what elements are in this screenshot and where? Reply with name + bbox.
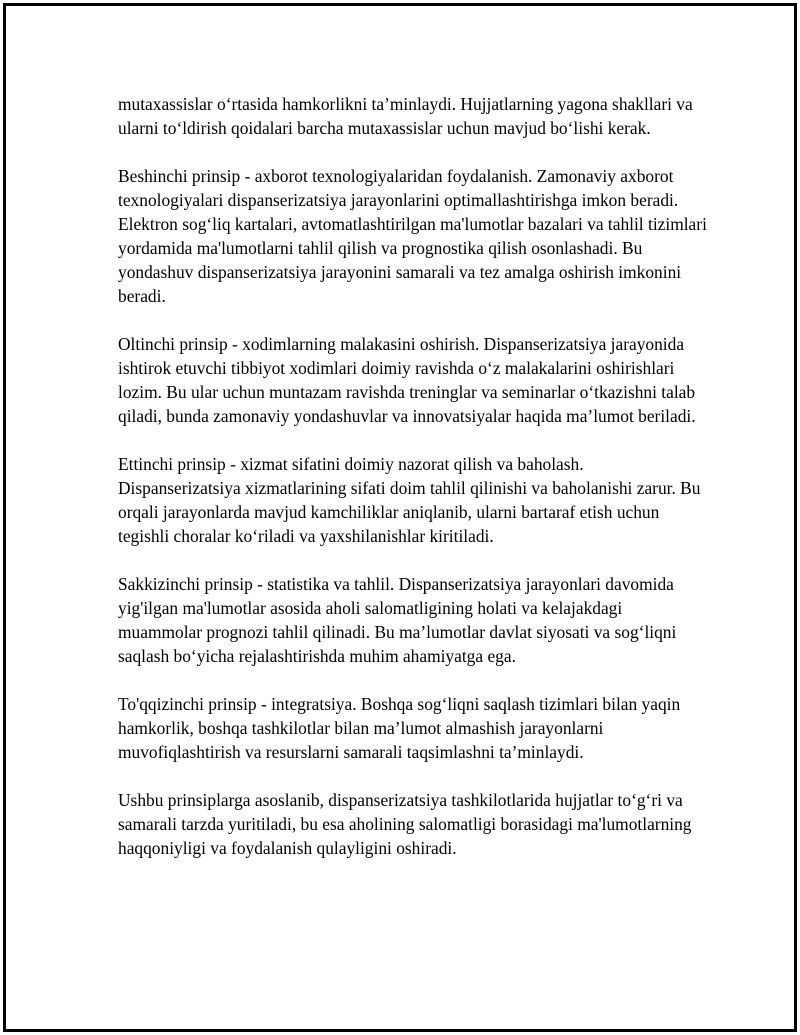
paragraph-fifth-principle: Beshinchi prinsip - axborot texnologiyalaridan foydalanish. Zamonaviy axborot texnologiyalari dispanserizatsiya jarayonlarini optimallashtirishga imkon beradi. Elektron sog‘liq kartalari, avtomatlashtirilgan ma'lumotlar bazalari va tahlil tizimlari yordamida ma'lumotlarni tahlil qilish va prognostika qilish osonlashadi. Bu yondashuv dispanserizatsiya jarayonini samarali va tez amalga oshirish imkonini beradi. xyxy=(118,166,707,306)
paragraph-conclusion: Ushbu prinsiplarga asoslanib, dispanserizatsiya tashkilotlarida hujjatlar to‘g‘ri va samarali tarzda yuritiladi, bu esa aholining salomatligi borasidagi ma'lumotlarning haqqoniyligi va foydalanish qulayligini oshiradi. xyxy=(118,790,692,858)
paragraph-sixth-principle: Oltinchi prinsip - xodimlarning malakasini oshirish. Dispanserizatsiya jarayonida ishtirok etuvchi tibbiyot xodimlari doimiy ravishda o‘z malakalarini oshirishlari lozim. Bu ular uchun muntazam ravishda treninglar va seminarlar o‘tkazishni talab qiladi, bunda zamonaviy yondashuvlar va innovatsiyalar haqida ma’lumot beriladi. xyxy=(118,334,696,426)
paragraph-eighth-principle: Sakkizinchi prinsip - statistika va tahlil. Dispanserizatsiya jarayonlari davomida yig'ilgan ma'lumotlar asosida aholi salomatligining holati va kelajakdagi muammolar prognozi tahlil qilinadi. Bu ma’lumotlar davlat siyosati va sog‘liqni saqlash bo‘yicha rejalashtirishda muhim ahamiyatga ega. xyxy=(118,574,677,666)
paragraph-continuation: mutaxassislar o‘rtasida hamkorlikni ta’minlaydi. Hujjatlarning yagona shakllari va ularni to‘ldirish qoidalari barcha mutaxassislar uchun mavjud bo‘lishi kerak. xyxy=(118,94,693,138)
document-body xyxy=(118,92,708,884)
paragraph-ninth-principle: To'qqizinchi prinsip - integratsiya. Boshqa sog‘liqni saqlash tizimlari bilan yaqin hamkorlik, boshqa tashkilotlar bilan ma’lumot almashish jarayonlarni muvofiqlashtirish va resurslarni samarali taqsimlashni ta’minlaydi. xyxy=(118,694,681,762)
paragraph-seventh-principle: Ettinchi prinsip - xizmat sifatini doimiy nazorat qilish va baholash. Dispanserizatsiya xizmatlarining sifati doim tahlil qilinishi va baholanishi zarur. Bu orqali jarayonlarda mavjud kamchiliklar aniqlanib, ularni bartaraf etish uchun tegishli choralar ko‘riladi va yaxshilanishlar kiritiladi. xyxy=(118,454,701,546)
